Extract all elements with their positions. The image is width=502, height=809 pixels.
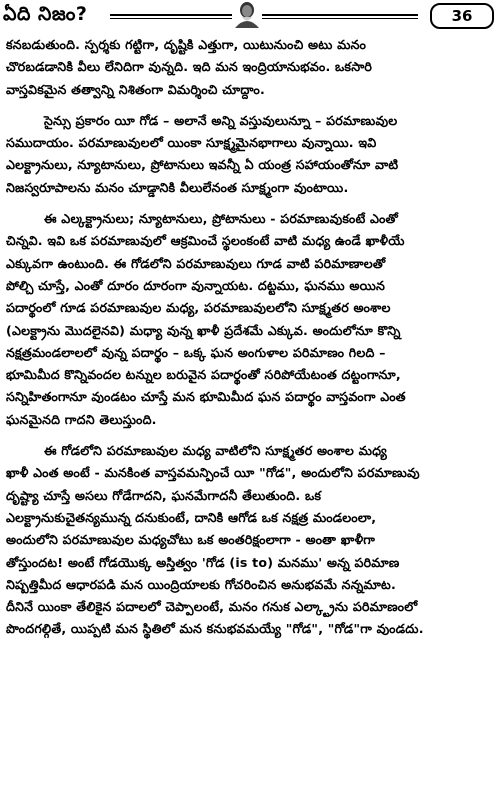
text-line: భూమిమీద కొన్నివందల టన్నుల బరువైన పదార్థంతో సరిపోయేటంత దట్టంగానూ,	[6, 367, 401, 383]
paragraph	[6, 110, 496, 199]
text-line: (ఎలక్ట్రాను మొదలైనవి) మధ్యా వున్న ఖాళీ ప్రదేశమే ఎక్కువ. అందులోనూ కొన్ని	[6, 322, 401, 338]
paragraph-gap	[6, 101, 496, 110]
text-line: వాస్తవికమైన తత్వాన్ని నిశితంగా విమర్శించి చూద్దాం.	[6, 81, 265, 97]
text-line: ఈ ఎల్కక్ట్రానులు; న్యూటానులు, ప్రోటానులు - పరమాణువుకంటే ఎంతో	[44, 211, 399, 227]
text-line: ఖాళీ ఎంత అంటే - మనకింత వాస్తవమన్పించే యీ "గోడ", అందులోని పరమాణువు	[6, 465, 420, 481]
paragraph	[6, 34, 496, 101]
paragraph-gap	[6, 199, 496, 208]
text-line: కనబడుతుంది. స్పర్శకు గట్టిగా, దృష్టికి ఎత్తుగా, యిటునుంచి అటు మనం	[6, 37, 367, 52]
text-line: ఎలక్ట్రానులు, న్యూటానులు, ప్రోటానులు ఇవన్నీ ఏ యంత్ర సహాయంతోనూ వాటి	[6, 157, 399, 173]
text-line: దృష్ట్యా చూస్తే అసలు గోడేగాదని, ఘనమేగాదనీ తేలుతుంది. ఒక	[6, 487, 322, 503]
text-line: ఎక్కువగా ఉంటుంది. ఈ గోడలోని పరమాణువులు గూడ వాటి పరిమాణాలతో	[6, 255, 386, 271]
portrait-icon	[232, 0, 262, 28]
text-line: సైన్సు ప్రకారం యీ గోడ – అలానే అన్ని వస్తువులున్నూ – పరమాణువుల	[44, 112, 398, 128]
text-line: పొందగల్గితే, యిప్పటి మన స్థితిలో మన కనుభవమయ్యే "గోడ", "గోడ"గా వుండదు.	[6, 621, 424, 637]
text-line: పదార్థంలో గూడ పరమాణువుల మధ్య, పరమాణువులలోని సూక్ష్మతర అంశాల	[6, 300, 391, 316]
text-line: సముదాయం. పరమాణువులలో యింకా సూక్ష్మమైనభాగాలు వున్నాయి. ఇవి	[6, 135, 377, 151]
header-rule-thin	[110, 18, 418, 19]
paragraph	[6, 440, 496, 641]
text-line: ఈ గోడలోని పరమాణువుల మధ్య వాటిలోని సూక్ష్మతర అంశాల మధ్య	[44, 443, 387, 459]
text-line: దీనినే యింకా తేలికైన పదాలలో చెప్పాలంటే, మనం గనుక ఎల్క్ట్రాను పరిమాణంలో	[6, 599, 418, 615]
text-line: నిజస్వరూపాలను మనం చూడ్డానికి వీలులేనంత సూక్ష్మంగా వుంటాయి.	[6, 179, 349, 195]
paragraph	[6, 208, 496, 431]
text-line: ఎలక్ట్రానుకుచైతన్యమున్న దనుకుంటే, దానికి ఆగోడ ఒక నక్షత్ర మండలంలా,	[6, 509, 377, 525]
running-title: ఏది నిజం?	[3, 3, 88, 25]
text-line: అందులోని పరమాణువుల మధ్యచోటు ఒక అంతరిక్షంలాగా - అంతా ఖాళీగా	[6, 532, 376, 548]
text-line: ఘనమైనది గాదని తెలుస్తుంది.	[6, 411, 157, 427]
text-line: సన్నిహితంగానూ వుండటం చూస్తే మన భూమిమీద ఘన పదార్థం వాస్తవంగా ఎంత	[6, 389, 406, 405]
text-line: నక్షత్రమండలాలలో వున్న పదార్థం – ఒక్క ఘన అంగుళాల పరిమాణం గిలది –	[6, 344, 386, 360]
page-header	[0, 0, 502, 28]
paragraph-gap	[6, 431, 496, 440]
text-line: చిన్నవి. ఇవి ఒక పరమాణువులో ఆక్రమించే స్థలంకంటే వాటి మధ్య ఉండే ఖాళీయే	[6, 233, 405, 249]
text-line: పోల్చి చూస్తే, ఎంతో దూరం దూరంగా వున్నాయట. దట్టము, ఘనము అయిన	[6, 277, 386, 293]
text-line: చొరబడడానికి వీలు లేనిదిగా వున్నది. ఇది మన ఇంద్రియానుభవం. ఒకసారి	[6, 59, 373, 75]
body-text	[6, 34, 496, 641]
text-line: నిష్పత్తిమీద ఆధారపడి మన యింద్రియాలకు గోచరించిన అనుభవమే నన్నమాట.	[6, 576, 396, 592]
text-line: తోస్తుందట! అంటే గోడయొక్క అస్తిత్వం 'గోడ (is to) మనము' అన్న పరిమాణ	[6, 554, 400, 570]
header-rule	[110, 14, 418, 16]
page-number: 36	[430, 3, 494, 29]
